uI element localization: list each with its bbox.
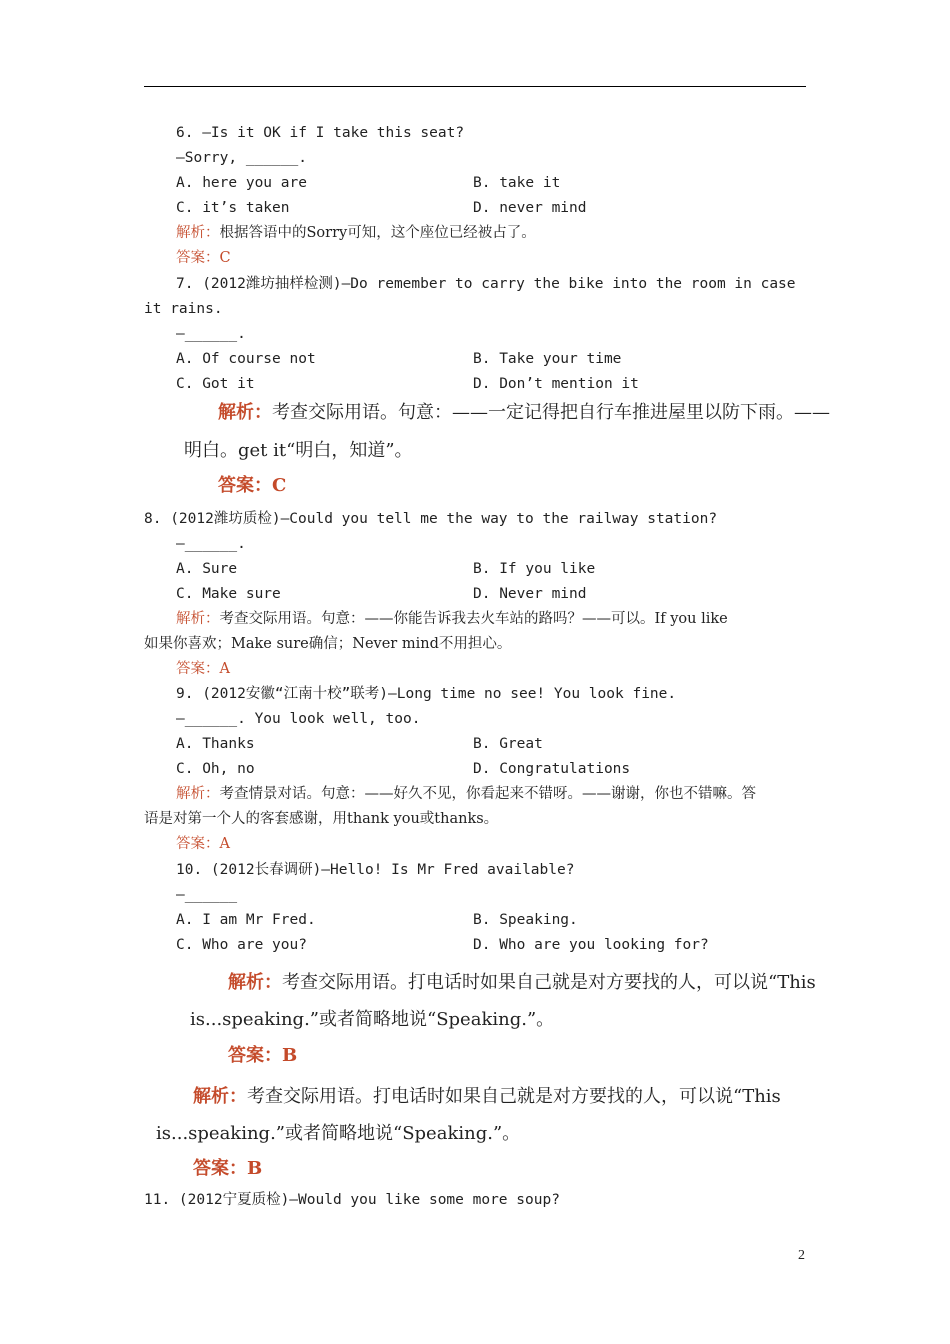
answer-value: B [282,1045,298,1066]
question-7-stem: 7. (2012潍坊抽样检测)—Do remember to carry the bike into the room in case [176,276,796,292]
question-9-stem: 9. (2012安徽“江南十校”联考)—Long time no see! You look fine. [176,686,677,702]
question-7-stem-cont: it rains. [144,301,223,317]
analysis-text: 考查情景对话。句意：——好久不见，你看起来不错呀。——谢谢，你也不错嘛。答 [219,786,756,802]
question-8-option-c: C. Make sure [176,586,281,602]
question-7-option-d: D. Don’t mention it [473,376,639,392]
question-10-reply: —______ [176,887,238,903]
answer-value: A [219,836,230,852]
question-6-option-a: A. here you are [176,175,307,191]
question-7-option-b: B. Take your time [473,351,622,367]
analysis-label: 解析： [176,611,220,627]
question-10-stem: 10. (2012长春调研)—Hello! Is Mr Fred available? [176,862,575,878]
question-6-option-b: B. take it [473,175,561,191]
question-10-option-a: A. I am Mr Fred. [176,912,316,928]
question-10-analysis-duplicate [193,1085,781,1109]
answer-label: 答案： [193,1158,247,1179]
question-8-analysis-cont: 如果你喜欢；Make sure确信；Never mind不用担心。 [144,636,512,652]
question-6-stem: 6. —Is it OK if I take this seat? [176,125,465,141]
analysis-label: 解析： [176,786,220,802]
question-10-option-c: C. Who are you? [176,937,307,953]
answer-value: A [219,661,230,677]
answer-value: C [219,250,231,266]
question-8-analysis [176,609,728,629]
question-9-option-c: C. Oh, no [176,761,255,777]
question-10-option-d: D. Who are you looking for? [473,937,709,953]
question-9-answer [176,834,230,854]
analysis-label: 解析： [176,225,220,241]
question-6-option-d: D. never mind [473,200,587,216]
question-7-analysis [218,401,830,425]
header-rule [144,86,806,87]
question-6-analysis [176,223,536,243]
question-10-answer [228,1044,297,1068]
question-10-option-b: B. Speaking. [473,912,578,928]
question-9-reply: —______. You look well, too. [176,711,421,727]
analysis-label: 解析： [218,402,272,423]
question-9-analysis [176,784,756,804]
answer-label: 答案： [176,250,220,266]
answer-value: C [272,475,287,496]
analysis-text: 考查交际用语。句意：——你能告诉我去火车站的路吗？——可以。If you like [219,611,728,627]
question-7-option-c: C. Got it [176,376,255,392]
answer-value: B [247,1158,263,1179]
question-8-stem: 8. (2012潍坊质检)—Could you tell me the way to the railway station? [144,511,718,527]
question-10-analysis-duplicate-cont: is...speaking.”或者简略地说“Speaking.”。 [156,1123,521,1144]
answer-label: 答案： [218,475,272,496]
question-8-option-d: D. Never mind [473,586,587,602]
question-8-option-a: A. Sure [176,561,238,577]
page-number: 2 [798,1248,805,1263]
question-8-reply: —______. [176,536,246,552]
question-9-analysis-cont: 语是对第一个人的客套感谢，用thank you或thanks。 [144,811,499,827]
question-8-option-b: B. If you like [473,561,596,577]
answer-label: 答案： [228,1045,282,1066]
question-7-option-a: A. Of course not [176,351,316,367]
analysis-label: 解析： [193,1086,247,1107]
answer-label: 答案： [176,836,220,852]
question-8-answer [176,659,230,679]
analysis-label: 解析： [228,972,282,993]
question-7-analysis-cont: 明白。get it“明白，知道”。 [184,440,413,461]
question-11-stem: 11. (2012宁夏质检)—Would you like some more soup? [144,1192,560,1208]
question-6-option-c: C. it’s taken [176,200,290,216]
question-6-reply: —Sorry, ______. [176,150,307,166]
question-9-option-a: A. Thanks [176,736,255,752]
question-9-option-b: B. Great [473,736,543,752]
question-10-analysis-cont: is...speaking.”或者简略地说“Speaking.”。 [190,1009,555,1030]
analysis-text: 考查交际用语。打电话时如果自己就是对方要找的人，可以说“This [247,1086,781,1107]
question-6-answer [176,248,231,268]
question-10-analysis [228,971,816,995]
question-7-reply: —______. [176,326,246,342]
question-9-option-d: D. Congratulations [473,761,631,777]
answer-label: 答案： [176,661,220,677]
analysis-text: 考查交际用语。句意：——一定记得把自行车推进屋里以防下雨。—— [272,402,830,423]
question-10-answer-duplicate [193,1157,262,1181]
analysis-text: 考查交际用语。打电话时如果自己就是对方要找的人，可以说“This [282,972,816,993]
question-7-answer [218,474,286,498]
analysis-text: 根据答语中的Sorry可知，这个座位已经被占了。 [219,225,536,241]
